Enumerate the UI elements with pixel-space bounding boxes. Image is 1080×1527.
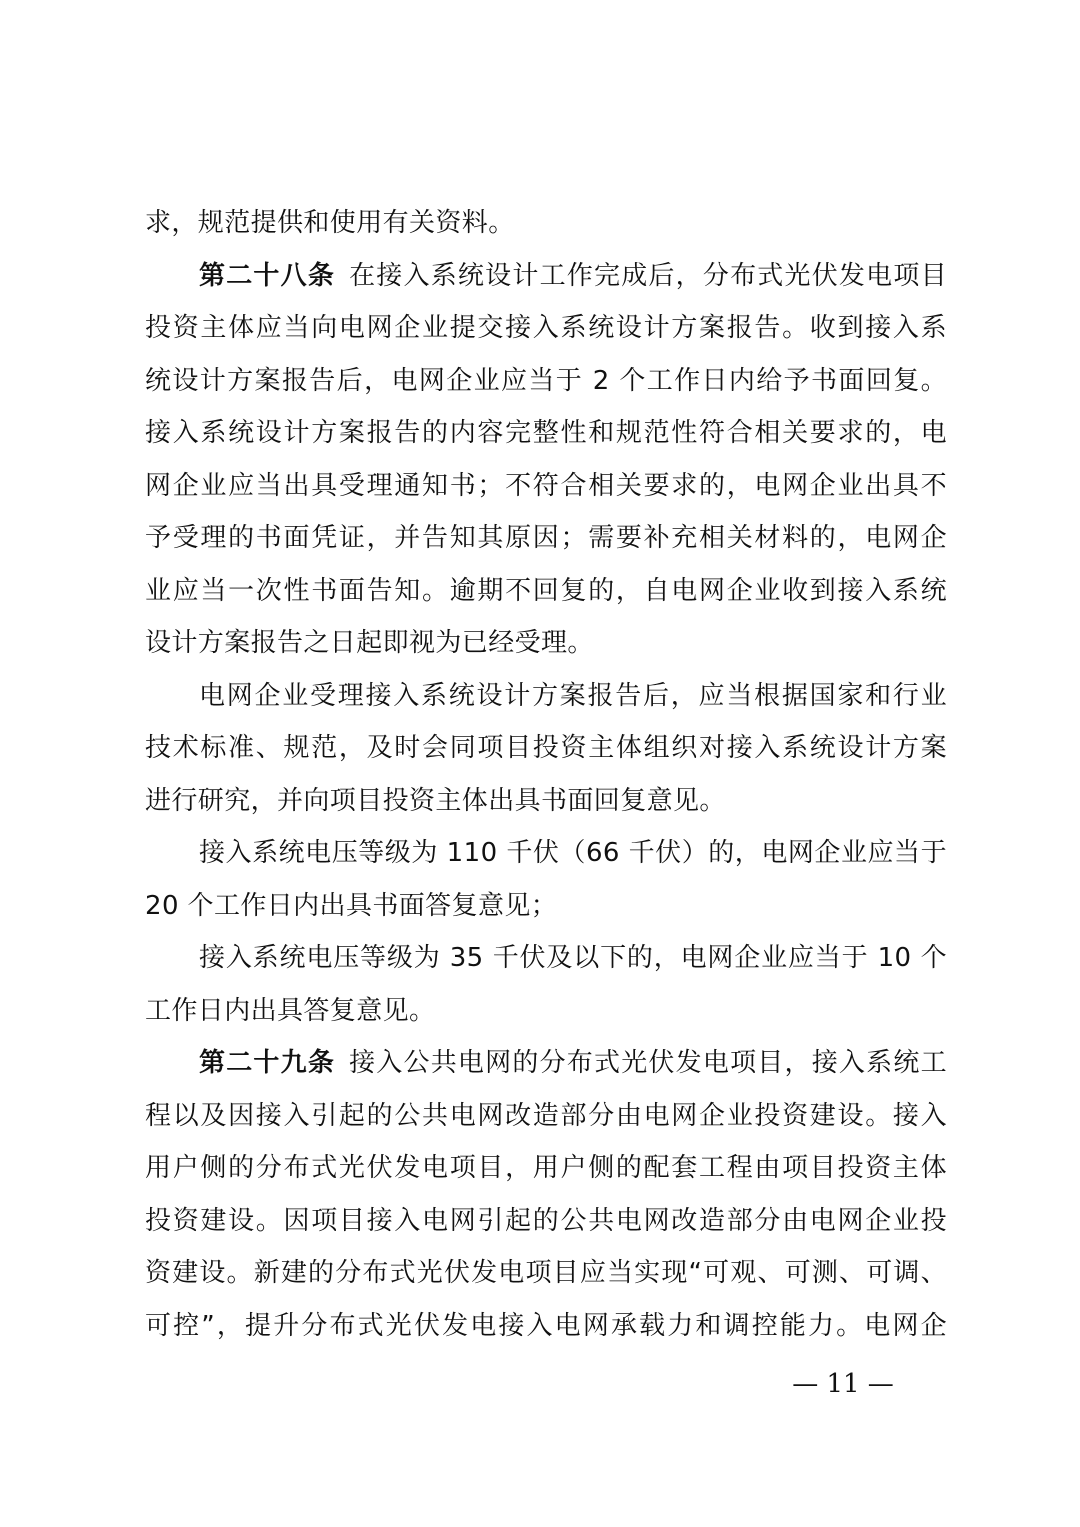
page-number: — 11 — (792, 1369, 894, 1399)
text-line: 可控”，提升分布式光伏发电接入电网承载力和调控能力。电网企 (145, 1310, 947, 1341)
text-line: 接入系统设计方案报告的内容完整性和规范性符合相关要求的，电 (145, 418, 947, 448)
article-title: 第二十九条 (199, 1048, 336, 1078)
text-line: 程以及因接入引起的公共电网改造部分由电网企业投资建设。接入 (145, 1100, 947, 1131)
text-line: 网企业应当出具受理通知书；不符合相关要求的，电网企业出具不 (145, 470, 947, 501)
text-line: 在接入系统设计工作完成后，分布式光伏发电项目 (349, 260, 947, 291)
text-line: 技术标准、规范，及时会同项目投资主体组织对接入系统设计方案 (145, 733, 947, 763)
article-29-first-line (145, 1037, 947, 1090)
text-line: 进行研究，并向项目投资主体出具书面回复意见。 (145, 785, 726, 816)
text-line: 用户侧的分布式光伏发电项目，用户侧的配套工程由项目投资主体 (145, 1153, 947, 1183)
text-line: 20 个工作日内出具书面答复意见； (145, 890, 558, 921)
text-line: 资建设。新建的分布式光伏发电项目应当实现“可观、可测、可调、 (145, 1258, 947, 1288)
article-title: 第二十八条 (199, 260, 336, 291)
text-line: 工作日内出具答复意见。 (145, 995, 436, 1026)
text-line: 予受理的书面凭证，并告知其原因；需要补充相关材料的，电网企 (145, 523, 947, 553)
text-line: 投资建设。因项目接入电网引起的公共电网改造部分由电网企业投 (145, 1205, 947, 1236)
text-line: 电网企业受理接入系统设计方案报告后，应当根据国家和行业 (199, 680, 947, 711)
text-line: 投资主体应当向电网企业提交接入系统设计方案报告。收到接入系 (145, 313, 947, 343)
document-body (145, 197, 947, 1352)
text-line: 接入系统电压等级为 35 千伏及以下的，电网企业应当于 10 个 (199, 943, 947, 973)
text-line: 接入公共电网的分布式光伏发电项目，接入系统工 (349, 1048, 947, 1078)
text-line: 求，规范提供和使用有关资料。 (145, 208, 515, 238)
text-line: 接入系统电压等级为 110 千伏（66 千伏）的，电网企业应当于 (199, 838, 947, 868)
text-line: 业应当一次性书面告知。逾期不回复的，自电网企业收到接入系统 (145, 575, 947, 606)
text-line: 设计方案报告之日起即视为已经受理。 (145, 628, 594, 658)
text-line: 统设计方案报告后，电网企业应当于 2 个工作日内给予书面回复。 (145, 365, 947, 396)
article-28-first-line (145, 250, 947, 303)
